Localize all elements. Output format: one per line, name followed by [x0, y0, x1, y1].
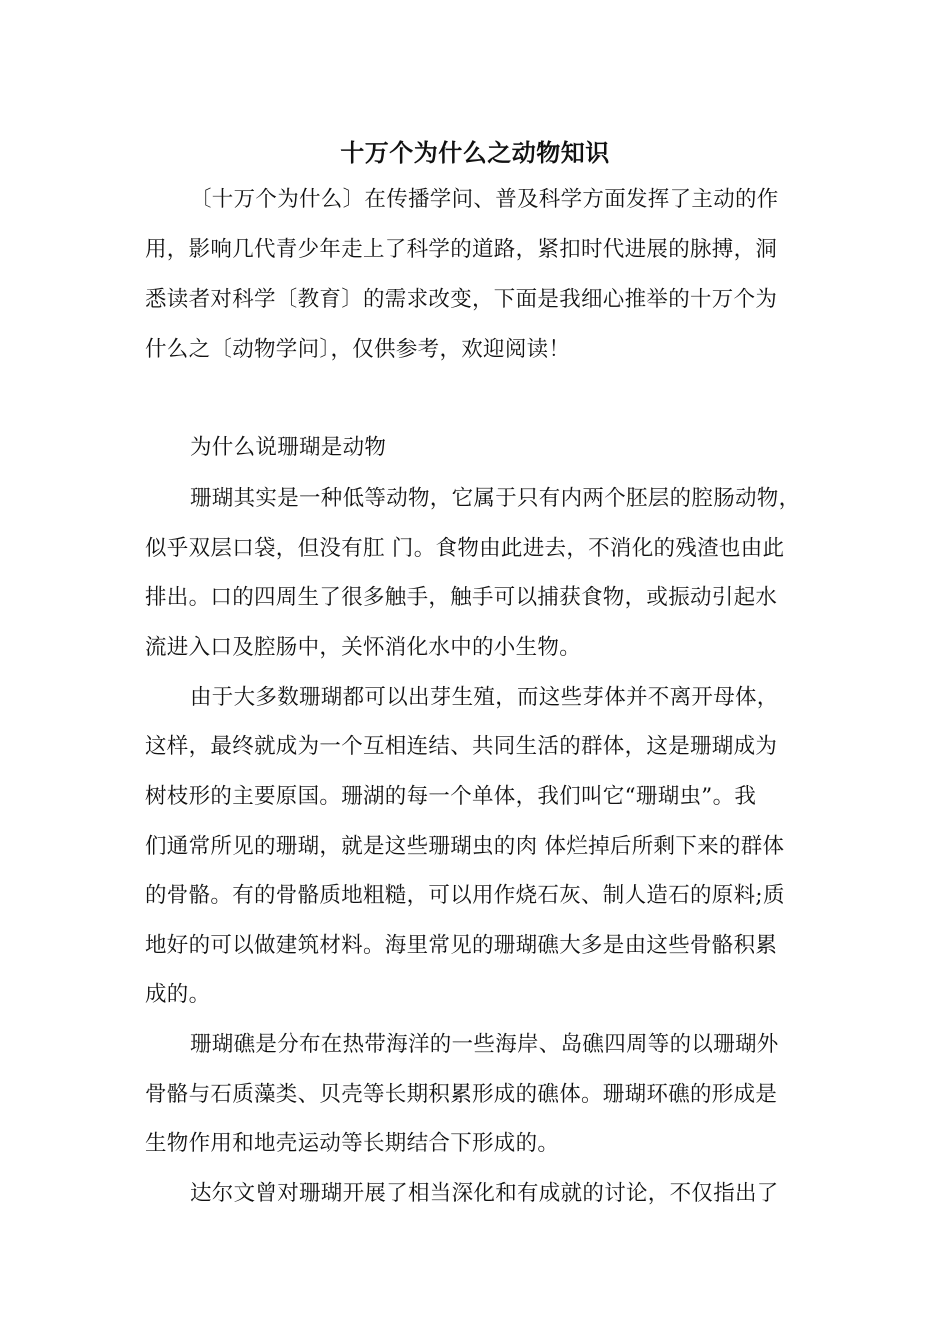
text-line: 的骨骼。有的骨骼质地粗糙，可以用作烧石灰、制人造石的原料;质 [145, 883, 785, 908]
text-line: 珊瑚礁是分布在热带海洋的一些海岸、岛礁四周等的以珊瑚外 [190, 1032, 779, 1057]
text-line: 流进入口及腔肠中，关怀消化水中的小生物。 [145, 635, 582, 660]
text-line: 骨骼与石质藻类、贝壳等长期积累形成的礁体。珊瑚环礁的形成是 [145, 1082, 778, 1107]
text-line: 似乎双层口袋，但没有肛 门。食物由此进去，不消化的残渣也由此 [145, 536, 785, 561]
text-line: 达尔文曾对珊瑚开展了相当深化和有成就的讨论，不仅指出了 [190, 1181, 779, 1206]
text-line: 珊瑚其实是一种低等动物，它属于只有内两个胚层的腔肠动物， [190, 486, 801, 511]
text-line: 用，影响几代青少年走上了科学的道路，紧扣时代进展的脉搏，洞 [145, 237, 778, 262]
document-title: 十万个为什么之动物知识 [340, 138, 610, 167]
text-line: 地好的可以做建筑材料。海里常见的珊瑚礁大多是由这些骨骼积累 [145, 933, 778, 958]
text-line: 生物作用和地壳运动等长期结合下形成的。 [145, 1131, 560, 1156]
text-line: 悉读者对科学〔教育〕的需求改变，下面是我细心推举的十万个为 [145, 287, 778, 312]
text-line: 〔十万个为什么〕在传播学问、普及科学方面发挥了主动的作 [190, 187, 779, 212]
text-line: 什么之〔动物学问〕，仅供参考，欢迎阅读！ [145, 337, 571, 362]
text-line: 排出。口的四周生了很多触手，触手可以捕获食物，或振动引起水 [145, 585, 778, 610]
text-line: 成的。 [145, 982, 211, 1007]
text-line: 树枝形的主要原国。珊湖的每一个单体，我们叫它“珊瑚虫”。我 [145, 784, 757, 809]
section-heading: 为什么说珊瑚是动物 [190, 435, 387, 460]
text-line: 们通常所见的珊瑚，就是这些珊瑚虫的肉 体烂掉后所剩下来的群体 [145, 834, 785, 859]
text-line: 这样，最终就成为一个互相连结、共同生活的群体，这是珊瑚成为 [145, 734, 778, 759]
text-line: 由于大多数珊瑚都可以出芽生殖，而这些芽体并不离开母体， [190, 685, 779, 710]
